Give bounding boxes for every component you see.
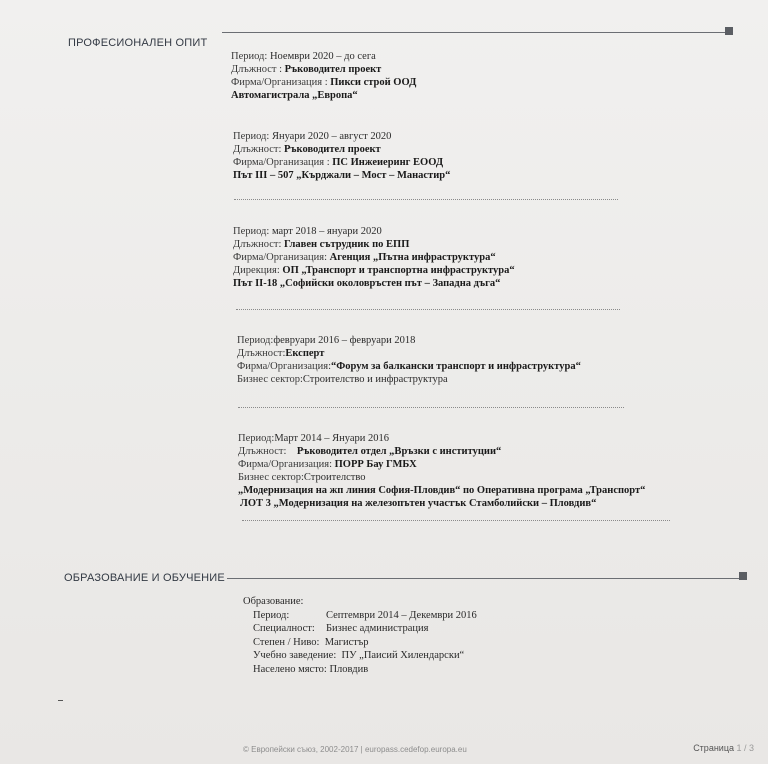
entry-separator: [238, 407, 624, 408]
entry-period: март 2018 – януари 2020: [271, 226, 382, 237]
entry-position-line: [238, 445, 645, 458]
entry-sector: Строителство и инфраструктура: [302, 374, 448, 385]
education-row: [243, 609, 477, 623]
entry-company-label: Фирма/Организация :: [231, 77, 331, 88]
education-label: Период:: [253, 609, 290, 621]
education-label: Учебно заведение:: [253, 650, 337, 661]
entry-period-line: [233, 130, 450, 143]
entry-position-line: [231, 63, 416, 76]
experience-entry: [233, 130, 450, 182]
entry-period-line: [237, 334, 581, 347]
entry-directorate: ОП „Транспорт и транспортна инфраструктура“: [282, 265, 515, 276]
page-number: [693, 743, 754, 753]
entry-sector-line: [237, 373, 581, 386]
entry-sector: Строителство: [303, 472, 366, 483]
stray-mark: [58, 700, 63, 701]
entry-period-label: Период:: [233, 226, 272, 237]
entry-position-label: Длъжност:: [238, 446, 287, 457]
education-value: Пловдив: [329, 663, 369, 675]
entry-position-line: [233, 143, 450, 156]
entry-position: Експерт: [285, 348, 325, 359]
entry-position-line: [233, 238, 515, 251]
entry-sector-label: Бизнес сектор:: [238, 472, 304, 483]
entry-company-line: [237, 360, 581, 373]
entry-project: Път III – 507 „Кърджали – Мост – Манастир“: [233, 170, 451, 181]
education-heading-rule: [227, 578, 739, 579]
education-row: [243, 636, 477, 650]
page-number-value: 1 / 3: [736, 743, 754, 753]
education-label: Степен / Ниво:: [253, 636, 320, 648]
education-row: [243, 663, 477, 677]
entry-sector-label: Бизнес сектор:: [237, 374, 303, 385]
page-number-label: Страница: [693, 743, 737, 753]
entry-company: Пикси строй ООД: [330, 77, 417, 88]
entry-project-detail: ЛОТ 3 „Модернизация на железопътен участък Стамболийски – Пловдив“: [240, 498, 597, 509]
entry-period: Ноември 2020 – до сега: [269, 51, 376, 62]
education-value: ПУ „Паисий Хилендарски“: [341, 650, 465, 661]
entry-project: Автомагистрала „Европа“: [231, 90, 358, 101]
experience-heading: ПРОФЕСИОНАЛЕН ОПИТ: [68, 37, 208, 49]
education-row: [243, 649, 477, 663]
experience-heading-rule: [222, 32, 728, 33]
entry-company-line: [233, 156, 450, 169]
entry-directorate-label: Дирекция:: [233, 265, 283, 276]
education-value: Бизнес администрация: [326, 623, 429, 634]
entry-position-label: Длъжност :: [231, 64, 285, 75]
entry-position: Ръководител проект: [284, 144, 381, 155]
entry-project: Път II-18 „Софийски околовръстен път – Западна дъга“: [233, 278, 501, 289]
education-title: Образование:: [243, 596, 304, 607]
education-row: [243, 622, 477, 636]
entry-position-label: Длъжност:: [237, 348, 286, 359]
education-value: Магистър: [324, 636, 369, 648]
entry-company-label: Фирма/Организация:: [238, 459, 335, 470]
experience-entry: [237, 334, 581, 386]
entry-project: „Модернизация на жп линия София-Пловдив“ по Оперативна програма „Транспорт“: [238, 485, 646, 496]
education-block: [243, 595, 477, 676]
experience-entry: [231, 50, 416, 102]
entry-period-label: Период:: [231, 51, 270, 62]
entry-company: ПС Инжеиеринг ЕООД: [332, 157, 444, 168]
entry-period-line: [231, 50, 416, 63]
entry-period-line: [233, 225, 515, 238]
entry-position: Главен сътрудник по ЕПП: [284, 239, 410, 250]
entry-period: Март 2014 – Януари 2016: [274, 433, 390, 444]
experience-heading-marker: [725, 27, 733, 35]
entry-company-label: Фирма/Организация :: [233, 157, 333, 168]
entry-period: Януари 2020 – август 2020: [271, 131, 392, 142]
entry-position: Ръководител отдел „Връзки с институции“: [296, 446, 502, 457]
entry-position-label: Длъжност:: [233, 239, 285, 250]
entry-position-line: [237, 347, 581, 360]
entry-company: ПОРР Бау ГМБХ: [334, 459, 417, 470]
entry-separator: [236, 309, 620, 310]
entry-separator: [242, 520, 670, 521]
experience-entry: [238, 432, 645, 510]
entry-company-label: Фирма/Организация:: [233, 252, 330, 263]
education-label: Населено място:: [253, 663, 327, 675]
entry-separator: [234, 199, 618, 200]
entry-period: февруари 2016 – февруари 2018: [273, 335, 416, 346]
entry-company-line: [238, 458, 645, 471]
entry-directorate-line: [233, 264, 515, 277]
experience-entry: [233, 225, 515, 290]
footer-copyright: © Европейски съюз, 2002-2017 | europass.cedefop.europa.eu: [243, 745, 467, 754]
education-value: Септември 2014 – Декември 2016: [326, 609, 477, 621]
entry-position-label: Длъжност:: [233, 144, 285, 155]
entry-sector-line: [238, 471, 645, 484]
entry-period-line: [238, 432, 645, 445]
entry-company-label: Фирма/Организация:: [237, 361, 331, 372]
entry-company: “Форум за балкански транспорт и инфраструктура“: [331, 361, 581, 372]
entry-period-label: Период:: [237, 335, 274, 346]
education-label: Специалност:: [253, 623, 315, 634]
education-heading-marker: [739, 572, 747, 580]
entry-company-line: [231, 76, 416, 89]
entry-period-label: Период:: [238, 433, 275, 444]
entry-period-label: Период:: [233, 131, 272, 142]
education-heading: ОБРАЗОВАНИЕ И ОБУЧЕНИЕ: [64, 572, 225, 584]
entry-company-line: [233, 251, 515, 264]
entry-company: Агенция „Пътна инфраструктура“: [329, 252, 496, 263]
entry-position: Ръководител проект: [284, 64, 382, 75]
